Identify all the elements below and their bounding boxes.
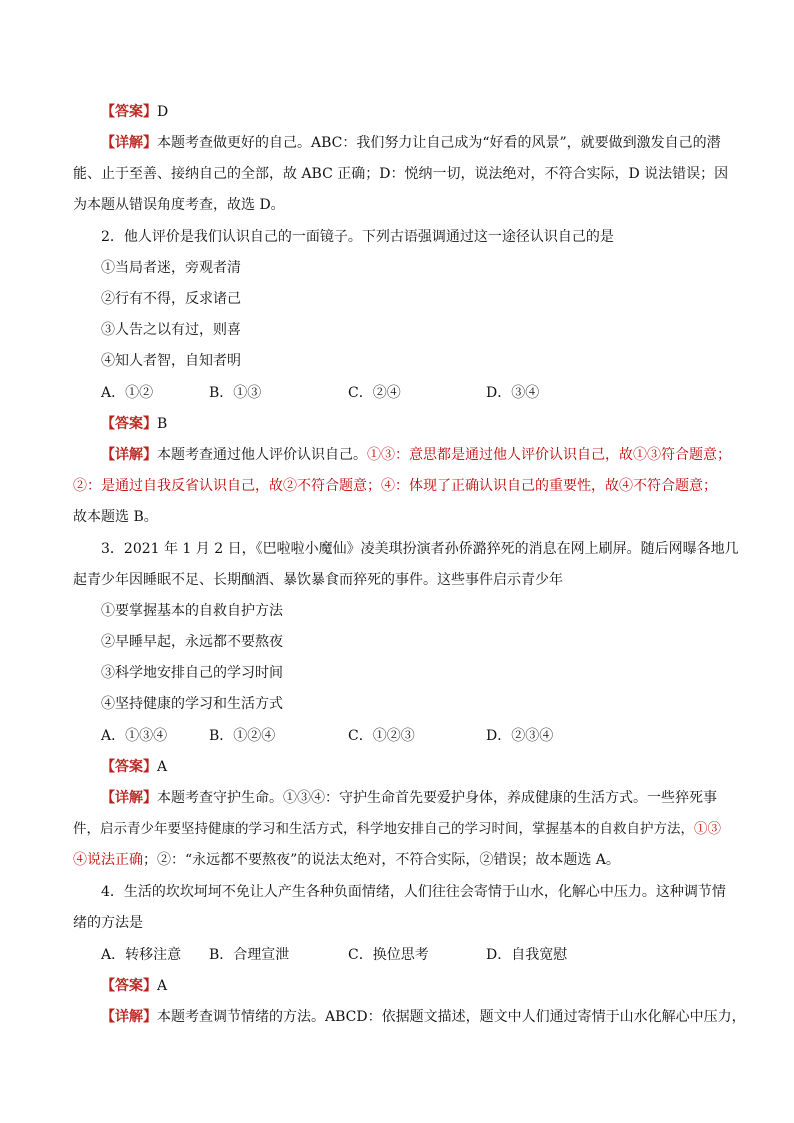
q2-detail-text-1b: ①③：意思都是通过他人评价认识自己，故①③符合题意； [367,447,731,463]
q3-detail-line-3 [73,851,620,869]
q2-detail-line-2: ②：是通过自我反省认识自己，故②不符合题意；④：体现了正确认识自己的重要性，故④不符合题意； [73,478,717,494]
q3-detail-text-2b: ①③ [694,821,721,837]
q2-detail-text-1a: 本题考查通过他人评价认识自己。 [157,447,367,463]
q2-item-1: ①当局者迷，旁观者清 [101,260,241,276]
q2-option-a: A．①② [101,385,154,401]
q3-detail-text-1: 本题考查守护生命。①③④：守护生命首先要爱护身体，养成健康的生活方式。一些猝死事 [157,790,717,806]
answer-tag: 【答案】 [101,416,157,432]
q2-detail-line-1 [101,446,731,464]
q3-option-c: C．①②③ [348,728,415,744]
q3-detail-line-1 [101,789,717,807]
q3-stem-line-2: 起青少年因睡眠不足、长期酗酒、暴饮暴食而猝死的事件。这些事件启示青少年 [73,572,563,588]
q2-item-4: ④知人者智，自知者明 [101,353,241,369]
q3-detail-text-2a: 件，启示青少年要坚持健康的学习和生活方式，科学地安排自己的学习时间，掌握基本的自救自护方法， [73,821,694,837]
q3-answer-line [101,758,167,776]
q2-answer-line [101,415,167,433]
q3-option-b: B．①②④ [209,728,276,744]
q4-stem-line-1: 4．生活的坎坎坷坷不免让人产生各种负面情绪，人们往往会寄情于山水，化解心中压力。这种调节情 [101,884,726,900]
q3-item-4: ④坚持健康的学习和生活方式 [101,696,283,712]
q4-option-b: B．合理宣泄 [209,947,290,963]
q1-detail-text-1: 本题考查做更好的自己。ABC：我们努力让自己成为“好看的风景”，就要做到激发自己的潜 [157,135,721,151]
q4-detail-text-1: 本题考查调节情绪的方法。ABCD：依据题文描述，题文中人们通过寄情于山水化解心中压力， [157,1009,746,1025]
q3-detail-text-3b: ；②：“永远都不要熬夜”的说法太绝对，不符合实际，②错误；故本题选 A。 [143,852,620,868]
answer-tag: 【答案】 [101,104,157,120]
answer-tag: 【答案】 [101,759,157,775]
q2-answer: B [157,416,168,432]
q2-stem: 2．他人评价是我们认识自己的一面镜子。下列古语强调通过这一途径认识自己的是 [101,229,614,245]
q1-detail-line-3: 为本题从错误角度考查，故选 D。 [73,197,285,213]
q4-option-d: D．自我宽慰 [486,947,568,963]
q4-detail-line-1 [101,1008,746,1026]
q1-answer: D [157,104,169,120]
q3-option-a: A．①③④ [101,728,168,744]
detail-tag: 【详解】 [101,790,157,806]
q2-item-2: ②行有不得，反求诸己 [101,291,241,307]
q1-detail-line-2: 能、止于至善、接纳自己的全部，故 ABC 正确；D：悦纳一切，说法绝对，不符合实际，D 说法错误；因 [73,166,729,182]
q1-answer-line [101,103,168,121]
q4-answer: A [157,978,168,994]
q2-option-b: B．①③ [209,385,262,401]
q2-detail-line-3: 故本题选 B。 [73,509,158,525]
q2-item-3: ③人告之以有过，则喜 [101,322,241,338]
q3-detail-text-3a: ④说法正确 [73,852,143,868]
q1-detail-line-1 [101,134,721,152]
detail-tag: 【详解】 [101,447,157,463]
q3-answer: A [157,759,168,775]
q3-item-2: ②早睡早起，永远都不要熬夜 [101,634,283,650]
detail-tag: 【详解】 [101,1009,157,1025]
q4-option-c: C．换位思考 [348,947,429,963]
q3-option-d: D．②③④ [486,728,554,744]
q3-item-1: ①要掌握基本的自救自护方法 [101,603,283,619]
q4-stem-line-2: 绪的方法是 [73,915,143,931]
answer-tag: 【答案】 [101,978,157,994]
q4-answer-line [101,977,167,995]
q4-option-a: A．转移注意 [101,947,182,963]
q3-detail-line-2 [73,820,721,838]
q2-option-c: C．②④ [348,385,401,401]
q2-option-d: D．③④ [486,385,540,401]
detail-tag: 【详解】 [101,135,157,151]
q3-stem-line-1: 3．2021 年 1 月 2 日，《巴啦啦小魔仙》凌美琪扮演者孙侨潞猝死的消息在网上刷屏。随后网曝各地几 [101,541,739,557]
q3-item-3: ③科学地安排自己的学习时间 [101,665,283,681]
